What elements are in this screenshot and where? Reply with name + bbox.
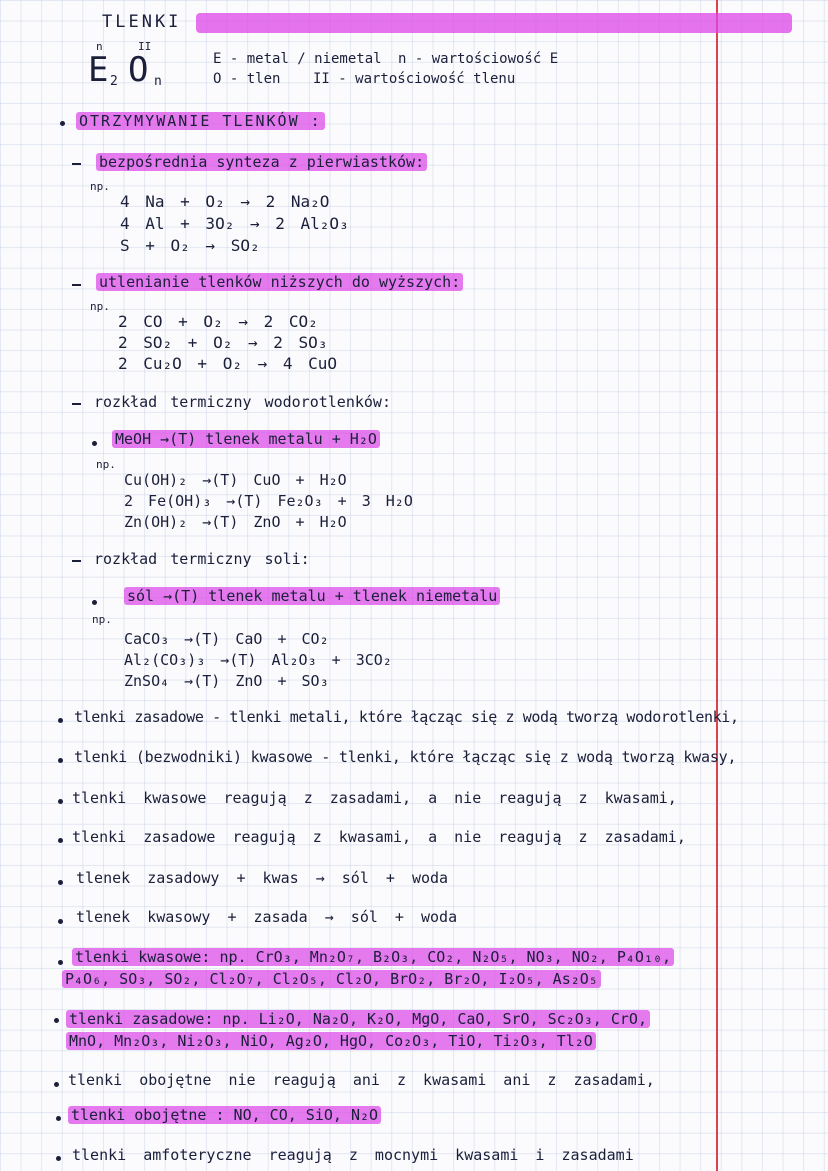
reaction: 4 Na + O₂ → 2 Na₂O	[120, 192, 330, 211]
fact-acidic-definition: tlenki (bezwodniki) kwasowe - tlenki, które łącząc się z wodą tworzą kwasy,	[74, 748, 737, 766]
section-heading: OTRZYMYWANIE TLENKÓW :	[76, 112, 325, 130]
oxygen-symbol: O	[128, 50, 149, 90]
acidic-oxides-line-2: P₄O₆, SO₃, SO₂, Cl₂O₇, Cl₂O₅, Cl₂O, BrO₂, Br₂O, I₂O₅, As₂O₅	[62, 970, 601, 988]
bullet	[92, 441, 97, 446]
hydroxide-rule: MeOH →(T) tlenek metalu + H₂O	[112, 430, 380, 448]
bullet	[58, 880, 63, 885]
bullet	[56, 1116, 61, 1121]
reaction: 2 CO + O₂ → 2 CO₂	[118, 312, 318, 331]
fact-amphoteric: tlenki amfoteryczne reagują z mocnymi kwasami i zasadami	[72, 1146, 634, 1164]
margin-line	[716, 0, 718, 1171]
bullet	[58, 919, 63, 924]
method-salt-decomposition-heading: rozkład termiczny soli:	[94, 550, 310, 568]
fact-basic-reactivity: tlenki zasadowe reagują z kwasami, a nie reagują z zasadami,	[72, 828, 686, 846]
reaction: Al₂(CO₃)₃ →(T) Al₂O₃ + 3CO₂	[124, 651, 392, 669]
element-subscript: 2	[110, 74, 118, 89]
neutral-oxides-list: tlenki obojętne : NO, CO, SiO, N₂O	[68, 1106, 381, 1124]
reaction: ZnSO₄ →(T) ZnO + SO₃	[124, 672, 329, 690]
example-label: np.	[96, 458, 116, 471]
bullet	[54, 1082, 59, 1087]
valence-ii: II	[138, 40, 152, 53]
valence-n: n	[96, 40, 103, 53]
bullet	[92, 600, 97, 605]
dash	[72, 284, 81, 286]
dash	[72, 560, 81, 562]
page-title: TLENKI	[102, 12, 182, 32]
reaction: 2 Fe(OH)₃ →(T) Fe₂O₃ + 3 H₂O	[124, 492, 413, 510]
basic-oxides-line-1: tlenki zasadowe: np. Li₂O, Na₂O, K₂O, MgO, CaO, SrO, Sc₂O₃, CrO,	[66, 1010, 650, 1028]
method-oxidation-heading: utlenianie tlenków niższych do wyższych:	[96, 273, 463, 291]
bullet	[58, 799, 63, 804]
basic-oxides-line-2: MnO, Mn₂O₃, Ni₂O₃, NiO, Ag₂O, HgO, Co₂O₃, TiO, Ti₂O₃, Tl₂O	[66, 1032, 596, 1050]
example-label: np.	[90, 300, 110, 313]
legend-o: O - tlen	[213, 71, 281, 87]
fact-acidic-reactivity: tlenki kwasowe reagują z zasadami, a nie reagują z kwasami,	[72, 789, 677, 807]
bullet	[58, 758, 63, 763]
fact-neutral-reactivity: tlenki obojętne nie reagują ani z kwasami ani z zasadami,	[68, 1071, 655, 1089]
method-hydroxide-decomposition-heading: rozkład termiczny wodorotlenków:	[94, 393, 391, 411]
reaction: Zn(OH)₂ →(T) ZnO + H₂O	[124, 513, 347, 531]
salt-rule: sól →(T) tlenek metalu + tlenek niemetalu	[124, 587, 500, 605]
dash	[72, 403, 81, 405]
general-formula	[76, 40, 176, 94]
reaction: CaCO₃ →(T) CaO + CO₂	[124, 630, 329, 648]
bullet	[60, 121, 65, 126]
dash	[72, 163, 81, 165]
fact-basic-reaction: tlenek zasadowy + kwas → sól + woda	[76, 869, 449, 887]
oxygen-subscript: n	[154, 74, 162, 89]
fact-acidic-reaction: tlenek kwasowy + zasada → sól + woda	[76, 908, 458, 926]
reaction: 2 SO₂ + O₂ → 2 SO₃	[118, 333, 328, 352]
legend-n: n - wartościowość E	[398, 51, 559, 67]
bullet	[58, 718, 63, 723]
reaction: S + O₂ → SO₂	[120, 236, 260, 255]
method-synthesis-heading: bezpośrednia synteza z pierwiastków:	[96, 153, 427, 171]
reaction: Cu(OH)₂ →(T) CuO + H₂O	[124, 471, 347, 489]
fact-basic-definition: tlenki zasadowe - tlenki metali, które łącząc się z wodą tworzą wodorotlenki,	[74, 708, 739, 726]
bullet	[58, 838, 63, 843]
bullet	[58, 960, 63, 965]
reaction: 2 Cu₂O + O₂ → 4 CuO	[118, 354, 338, 373]
example-label: np.	[92, 613, 112, 626]
bullet	[54, 1018, 59, 1023]
element-symbol: E	[88, 50, 109, 90]
acidic-oxides-line-1: tlenki kwasowe: np. CrO₃, Mn₂O₇, B₂O₃, CO₂, N₂O₅, NO₃, NO₂, P₄O₁₀,	[72, 948, 674, 966]
legend-ii: II - wartościowość tlenu	[313, 71, 516, 87]
legend-e: E - metal / niemetal	[213, 51, 382, 67]
bullet	[56, 1156, 61, 1161]
title-highlight	[196, 13, 792, 33]
example-label: np.	[90, 180, 110, 193]
reaction: 4 Al + 3O₂ → 2 Al₂O₃	[120, 214, 349, 233]
